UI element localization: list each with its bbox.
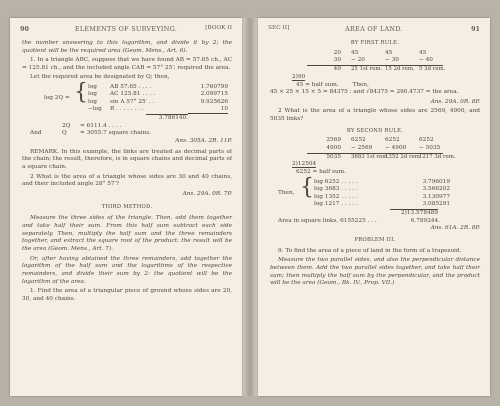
- first-rule-cell: 25 1st rem.: [351, 66, 383, 73]
- twoq-label: 2Q: [62, 122, 71, 129]
- left-page-body: [22, 40, 232, 305]
- problem-title: PROBLEM III.: [354, 236, 396, 243]
- problem-text: 9. To find the area of a piece of land in the form of a trapezoid.: [278, 247, 462, 254]
- right-page: [258, 18, 490, 396]
- second-rule-logs: [278, 174, 480, 209]
- first-rule-table: [270, 50, 480, 74]
- log-row-fn: log: [88, 91, 97, 98]
- example-1-text: 1. In a triangle ABC, suppose that we have found AB = 57.65 ch., AC = 125.81 ch., and the included angle CAB = 57° 25′; required the area.: [22, 57, 232, 71]
- second-rule-cell: 6252: [385, 137, 400, 144]
- right-page-header: [268, 25, 480, 35]
- answer-2: Ans. 29A. 0R. 7P.: [182, 190, 232, 197]
- second-rule-title: BY SECOND RULE.: [346, 127, 404, 134]
- left-page: [10, 18, 242, 396]
- log-row-value: 1.760799: [200, 83, 228, 90]
- answer-1: Ans. 305A. 2R. 11P.: [175, 138, 232, 145]
- log-row: [88, 106, 228, 114]
- second-rule-cell: 1352 2d rem.: [385, 153, 422, 160]
- first-rule-cell: 45: [419, 49, 427, 56]
- right-running-title: AREA OF LAND.: [345, 25, 403, 33]
- second-rule-cell: − 5035: [409, 145, 443, 154]
- third-method-text: Measure the three sides of the triangle. Then, add them together and take half their sum. From this half sum subtract each side separately. Then, multiply the half sum and the three remainders together, and extract the square root of the product: the result will be the area (Geom. Mens., Art. 7).: [22, 215, 232, 253]
- log-row: [88, 99, 228, 107]
- second-rule-log-value: 3.130977: [422, 193, 450, 200]
- first-rule-cell: − 40: [409, 57, 443, 66]
- second-rule-cell: 3683 1st rem.: [351, 153, 390, 160]
- log-row-value: 2.099715: [200, 91, 228, 98]
- log-label: log 2Q =: [44, 94, 70, 101]
- q-label: Q: [62, 130, 67, 137]
- first-rule-cell: 15 2d rem.: [385, 66, 415, 73]
- first-rule-cell: 30: [307, 57, 341, 66]
- second-rule-cell: 6252: [419, 137, 434, 144]
- designation-text: Let the required area be designated by Q; then,: [30, 74, 170, 81]
- second-rule-log-value: 3.566202: [422, 186, 450, 193]
- first-rule-product: 45 × 25 × 15 × 5 = 84375 : and √84375 = 290.4737 = the area.: [270, 89, 459, 96]
- second-rule-sum: [292, 161, 480, 169]
- log-brace: {: [74, 79, 88, 105]
- book-gutter: [242, 18, 258, 396]
- left-page-header: [20, 25, 232, 35]
- log-sum: 3.786140.: [146, 114, 188, 123]
- and-label: And: [30, 130, 42, 137]
- log-row: [88, 91, 228, 99]
- first-rule-sum-value: 2)90: [292, 73, 306, 80]
- log-row-term: sin A 57° 25′ . .: [110, 98, 155, 105]
- log-row-term: R . . . . . . . .: [110, 106, 144, 113]
- first-rule-cell: 5 3d rem.: [419, 66, 446, 73]
- left-page-number: 90: [20, 25, 29, 33]
- second-rule-log-table: [314, 179, 450, 209]
- second-rule-then: Then,: [278, 189, 295, 196]
- second-rule-log-term: log 1217 . . . . .: [314, 201, 358, 208]
- second-rule-log-term: log 1352 . . . . .: [314, 193, 358, 200]
- log-row-fn: log: [88, 98, 97, 105]
- second-rule-answer: Ans. 61A. 2R. 8P.: [430, 225, 480, 232]
- twoq-row: [62, 123, 232, 131]
- second-rule-half-sum: 6252 = half sum.: [296, 169, 346, 176]
- second-rule-area-log: 6.789244.: [410, 217, 440, 224]
- second-rule-sum-value: 2)12504: [292, 161, 317, 168]
- second-rule-cell: − 2569: [341, 145, 375, 154]
- second-rule-area-text: Area in square links, 6155225 . . .: [278, 217, 377, 224]
- log-table: [88, 84, 228, 114]
- log-row-term: AB 57.65 . . . .: [110, 83, 152, 90]
- second-rule-log-sum: 2)13.578489: [390, 209, 438, 218]
- second-rule-brace: {: [300, 174, 314, 200]
- log-row-value: 9.925626: [200, 98, 228, 105]
- log-rows: [88, 84, 228, 114]
- first-rule-title: BY FIRST RULE.: [350, 40, 400, 46]
- third-method-title: THIRD METHOD.: [101, 203, 153, 210]
- second-rule-half-row: [296, 169, 480, 177]
- second-rule-log-value: 3.085291: [422, 201, 450, 208]
- log-row: [88, 84, 228, 92]
- right-section-label: SEC II]: [268, 25, 290, 31]
- second-rule-log-row: [314, 186, 450, 194]
- remark-paragraph: REMARK. In this example, the links are treated as decimal parts of the chain; the result, therefore, is in square chains and decimal parts of a square chain.: [22, 148, 232, 171]
- first-rule-cell: 45: [385, 49, 393, 56]
- log-row-fn: −log: [88, 106, 102, 113]
- second-rule-table: [270, 137, 480, 161]
- first-rule-cell: 40: [333, 66, 341, 73]
- second-rule-log-term: log 6252 . . . . .: [314, 178, 358, 185]
- second-rule-cell: 5035: [326, 153, 341, 160]
- q-row: [30, 130, 232, 138]
- second-rule-cell: 1217 3d rem.: [419, 153, 456, 160]
- log-calculation: [44, 79, 232, 114]
- first-rule-answer: Ans. 29A. 0R. 8P.: [430, 98, 480, 105]
- right-example-2-text: 2 What is the area of a triangle whose sides are 2569, 4900, and 5035 links?: [270, 108, 480, 122]
- intro-paragraph: the number answering to this logarithm, and divide it by 2; the quotient will be the required area (Geom. Mens., Art. 6).: [22, 40, 232, 54]
- second-rule-log-row: [314, 194, 450, 202]
- first-rule-sum: [292, 74, 480, 82]
- second-rule-log-term: log 3683 . . . . .: [314, 186, 358, 193]
- second-rule-cell: 4900: [307, 145, 341, 154]
- third-method-alternative: Or, after having obtained the three remainders, add together the logarithm of the half sum and the logarithms of the respective remainders, and divide their sum by 2: the quotient will be the logarithm of the area.: [22, 255, 232, 285]
- first-rule-cell: − 20: [341, 57, 375, 66]
- first-rule-half-sum: 45 = half sum.: [296, 81, 339, 88]
- second-rule-area-row: [278, 218, 480, 226]
- right-page-number: 91: [471, 25, 480, 33]
- second-rule-cell: 2569: [326, 137, 341, 144]
- first-rule-cell: 20: [333, 49, 341, 56]
- first-rule-then: Then,: [352, 81, 369, 88]
- log-sum-row: [146, 114, 232, 123]
- problem-rule: Measure the two parallel sides, and also the perpendicular distance between them. Add the two parallel sides together, and take half their sum; then multiply the half sum by the perpendicular, and the product will be the area (Geom., Bk. IV., Prop. VII.): [270, 257, 480, 287]
- log-row-term: AC 125.81 . . . .: [110, 91, 156, 98]
- log-row-value: 10: [188, 106, 228, 114]
- left-section-label: [BOOK II: [205, 25, 232, 31]
- second-rule-log-row: [314, 201, 450, 209]
- log-row-fn: log: [88, 83, 97, 90]
- right-page-body: [270, 40, 480, 290]
- example-3-text: 1. Find the area of a triangular piece of ground whose sides are 20, 30, and 40 chains.: [22, 288, 232, 302]
- left-running-title: ELEMENTS OF SURVEYING.: [74, 25, 178, 33]
- twoq-value: = 6111.4 . . . .: [80, 122, 122, 129]
- q-value: = 3055.7 square chains.: [80, 130, 152, 137]
- example-2-text: 2 What is the area of a triangle whose sides are 30 and 40 chains, and their included angle 28° 57′?: [22, 173, 232, 188]
- second-rule-log-sum-row: [390, 209, 480, 218]
- first-rule-cell: 45: [351, 49, 359, 56]
- second-rule-cell: 6252: [351, 137, 366, 144]
- second-rule-cell: − 4900: [375, 145, 409, 154]
- second-rule-log-value: 3.796019: [422, 178, 450, 185]
- first-rule-cell: − 30: [375, 57, 409, 66]
- second-rule-log-row: [314, 179, 450, 187]
